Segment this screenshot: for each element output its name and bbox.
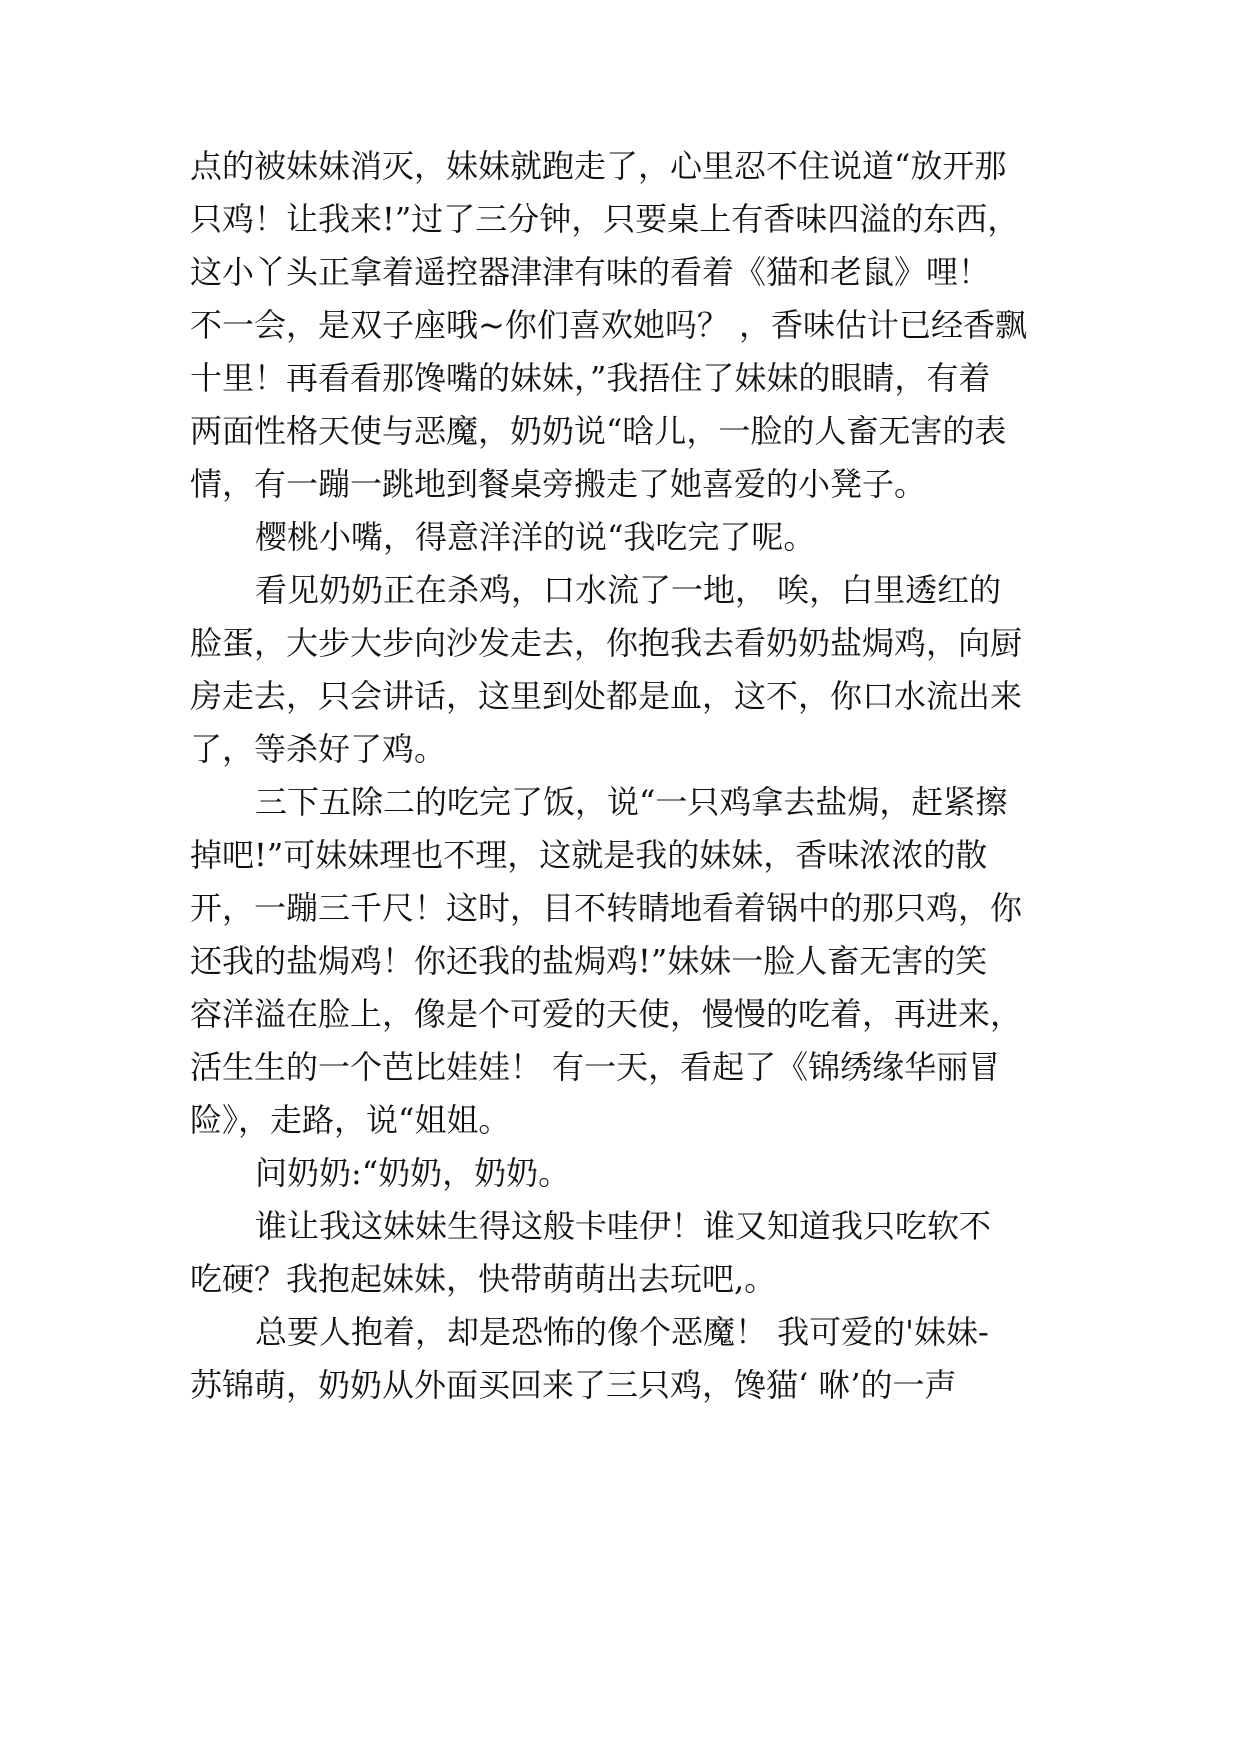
text-line: 情，有一蹦一跳地到餐桌旁搬走了她喜爱的小凳子。 (190, 465, 927, 503)
text-line: 掉吧!”可妹妹理也不理，这就是我的妹妹，香味浓浓的散 (190, 836, 988, 874)
text-line: 这小丫头正拿着遥控器津津有味的看着《猫和老鼠》哩！ (190, 253, 991, 291)
text-line: 险》，走路，说“姐姐。 (190, 1101, 511, 1139)
text-line: 三下五除二的吃完了饭，说“一只鸡拿去盐焗，赶紧擦 (255, 783, 1008, 821)
text-line: 了，等杀好了鸡。 (190, 730, 447, 768)
text-line: 吃硬？我抱起妹妹，快带萌萌出去玩吧,。 (190, 1260, 777, 1298)
text-line: 容洋溢在脸上，像是个可爱的天使，慢慢的吃着，再进来， (190, 995, 1023, 1033)
text-line: 问奶奶:“奶奶，奶奶。 (255, 1154, 571, 1192)
text-line: 谁让我这妹妹生得这般卡哇伊！谁又知道我只吃软不 (255, 1207, 992, 1245)
text-line: 脸蛋，大步大步向沙发走去，你抱我去看奶奶盐焗鸡，向厨 (190, 624, 1023, 662)
text-line: 点的被妹妹消灭，妹妹就跑走了，心里忍不住说道“放开那 (190, 147, 1007, 185)
text-line: 还我的盐焗鸡！你还我的盐焗鸡!”妹妹一脸人畜无害的笑 (190, 942, 988, 980)
text-line: 两面性格天使与恶魔，奶奶说“晗儿，一脸的人畜无害的表 (190, 412, 1007, 450)
text-line: 十里！再看看那馋嘴的妹妹，”我捂住了妹妹的眼睛，有着 (190, 359, 991, 397)
text-line: 房走去，只会讲话，这里到处都是血，这不，你口水流出来 (190, 677, 1023, 715)
text-line: 不一会，是双子座哦~你们喜欢她吗？ ，香味估计已经香飘 (190, 306, 1027, 344)
text-line: 苏锦萌，奶奶从外面买回来了三只鸡，馋猫‘ 咻’的一声 (190, 1366, 957, 1404)
text-line: 看见奶奶正在杀鸡，口水流了一地， 唉，白里透红的 (255, 571, 1002, 609)
text-line: 只鸡！让我来!”过了三分钟，只要桌上有香味四溢的东西， (190, 200, 1020, 238)
text-line: 活生生的一个芭比娃娃！ 有一天，看起了《锦绣缘华丽冒 (190, 1048, 1001, 1086)
text-line: 开，一蹦三千尺！这时，目不转睛地看着锅中的那只鸡，你 (190, 889, 1023, 927)
text-line: 樱桃小嘴，得意洋洋的说“我吃完了呢。 (255, 518, 816, 556)
text-line: 总要人抱着，却是恐怖的像个恶魔！ 我可爱的'妹妹- (255, 1313, 989, 1351)
